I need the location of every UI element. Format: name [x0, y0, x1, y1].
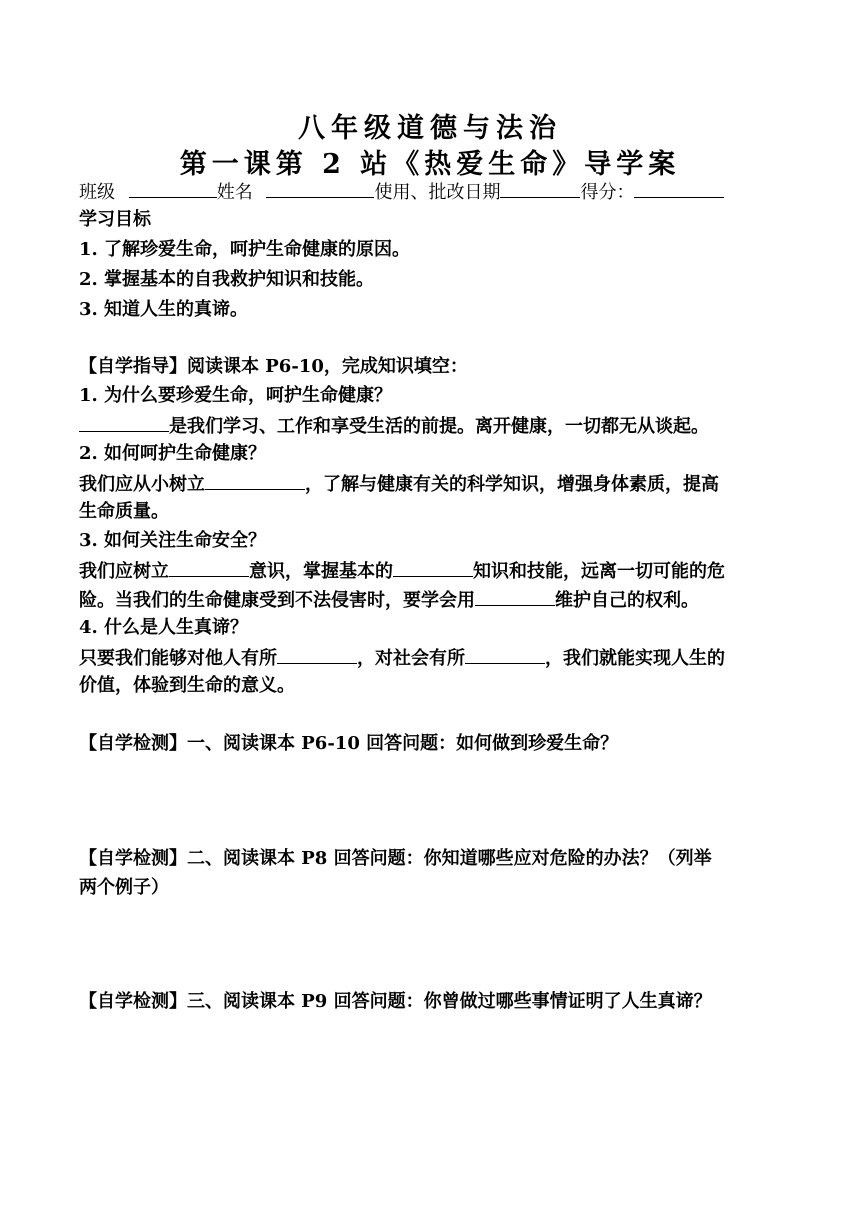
answer-2 — [79, 469, 799, 499]
score-label: 得分： — [580, 182, 635, 203]
lesson-title: 第一课第 2 站《热爱生命》导学案 — [179, 149, 681, 180]
question-3: 3. 如何关注生命安全？ — [79, 530, 267, 551]
answer-1 — [79, 411, 799, 441]
date-label: 使用、批改日期 — [374, 182, 501, 203]
answer-text: ，对社会有所 — [357, 648, 465, 669]
answer-text: 只要我们能够对他人有所 — [79, 648, 277, 669]
fill-blank[interactable] — [79, 411, 169, 432]
objective-item: 1. 了解珍爱生命，呵护生命健康的原因。 — [79, 239, 411, 260]
name-label: 姓名 — [216, 182, 253, 203]
score-blank[interactable] — [634, 177, 724, 198]
answer-text: 意识，掌握基本的 — [249, 561, 393, 582]
question-4: 4. 什么是人生真谛？ — [79, 617, 249, 638]
class-label: 班级 — [79, 182, 115, 203]
answer-text: 维护自己的权利。 — [555, 590, 699, 611]
fill-blank[interactable] — [465, 643, 545, 664]
answer-text: 我们应从小树立 — [79, 474, 205, 495]
question-2: 2. 如何呵护生命健康？ — [79, 443, 267, 464]
answer-4-cont: 价值，体验到生命的意义。 — [79, 675, 295, 696]
self-check-3: 【自学检测】三、阅读课本 P9 回答问题：你曾做过哪些事情证明了人生真谛？ — [79, 991, 712, 1012]
answer-4 — [79, 643, 799, 673]
answer-text: 险。当我们的生命健康受到不法侵害时，要学会用 — [79, 590, 475, 611]
guide-heading: 【自学指导】阅读课本 P6-10，完成知识填空： — [79, 356, 468, 377]
fill-blank[interactable] — [475, 585, 555, 606]
fill-blank[interactable] — [205, 469, 305, 490]
fill-blank[interactable] — [393, 556, 473, 577]
objective-item: 3. 知道人生的真谛。 — [79, 299, 249, 320]
answer-3 — [79, 556, 799, 586]
self-check-1: 【自学检测】一、阅读课本 P6-10 回答问题：如何做到珍爱生命？ — [79, 733, 619, 754]
answer-text: 我们应树立 — [79, 561, 169, 582]
date-blank[interactable] — [500, 177, 580, 198]
objectives-heading: 学习目标 — [79, 209, 151, 230]
student-info-row — [79, 177, 799, 207]
class-blank[interactable] — [129, 177, 217, 198]
name-blank[interactable] — [266, 177, 374, 198]
self-check-2-cont: 两个例子） — [79, 877, 169, 898]
answer-text: 知识和技能，远离一切可能的危 — [473, 561, 725, 582]
answer-text: 是我们学习、工作和享受生活的前提。离开健康，一切都无从谈起。 — [169, 416, 709, 437]
course-title: 八年级道德与法治 — [298, 113, 562, 144]
objective-item: 2. 掌握基本的自我救护知识和技能。 — [79, 269, 375, 290]
self-check-2: 【自学检测】二、阅读课本 P8 回答问题：你知道哪些应对危险的办法？（列举 — [79, 848, 712, 869]
answer-text: ，了解与健康有关的科学知识，增强身体素质，提高 — [305, 474, 719, 495]
answer-3-cont — [79, 585, 799, 615]
answer-2-cont: 生命质量。 — [79, 501, 169, 522]
answer-text: ，我们就能实现人生的 — [545, 648, 725, 669]
question-1: 1. 为什么要珍爱生命，呵护生命健康？ — [79, 385, 393, 406]
fill-blank[interactable] — [169, 556, 249, 577]
fill-blank[interactable] — [277, 643, 357, 664]
